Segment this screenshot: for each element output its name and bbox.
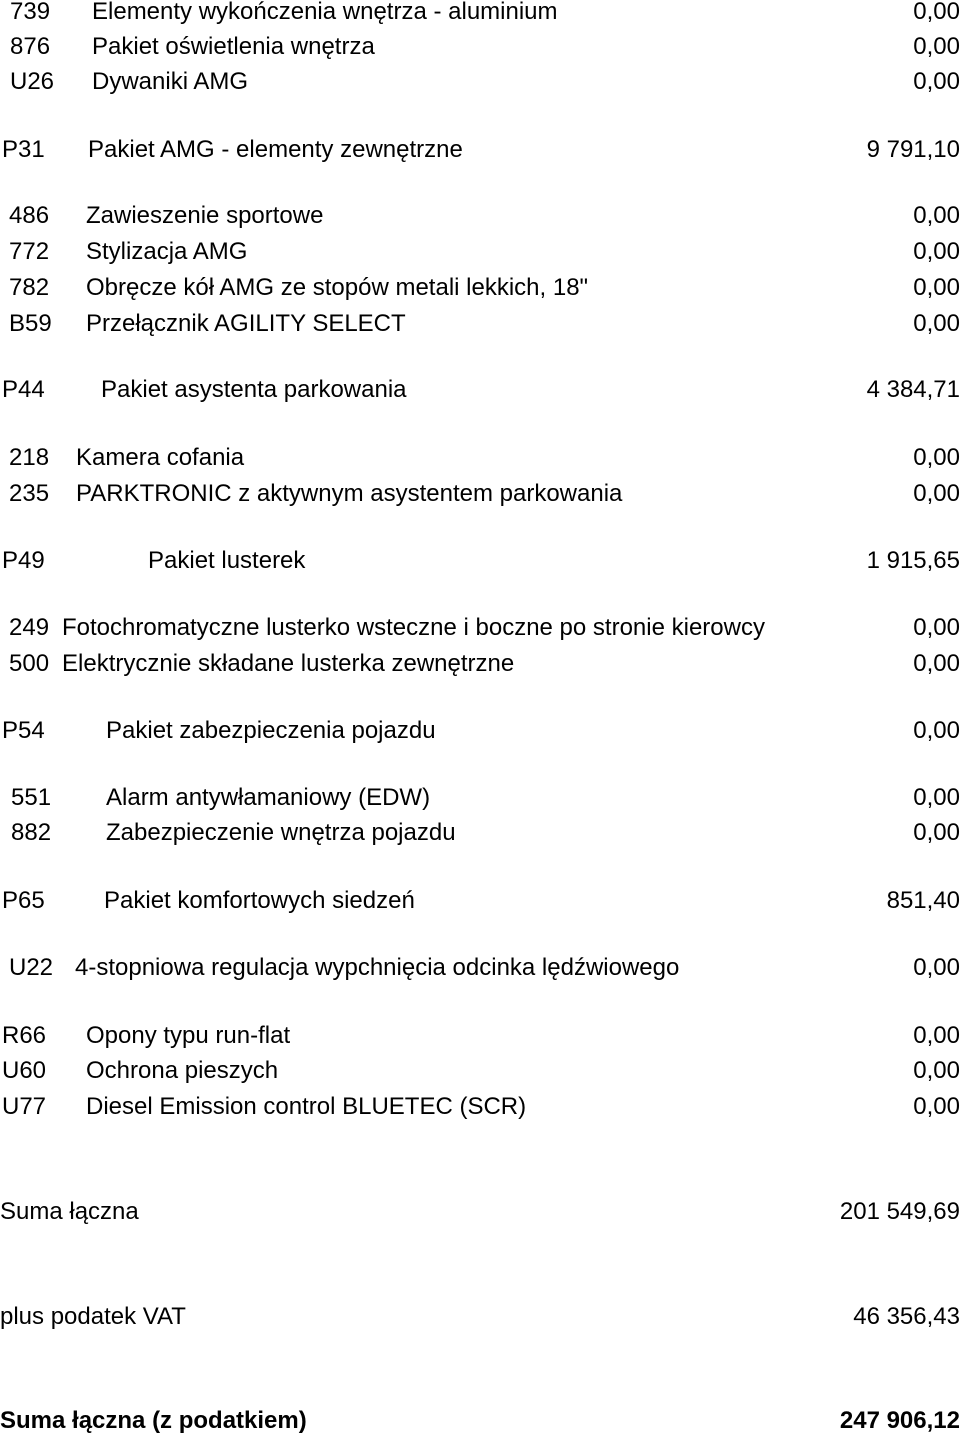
option-code: 739 — [10, 0, 51, 25]
option-code: U22 — [9, 954, 54, 981]
package-row — [0, 886, 960, 916]
table-row — [0, 953, 960, 983]
option-code: 249 — [9, 614, 50, 641]
option-code: 782 — [9, 274, 50, 301]
option-description: Diesel Emission control BLUETEC (SCR) — [86, 1093, 527, 1120]
option-price: 0,00 — [913, 444, 960, 471]
option-code: R66 — [2, 1022, 47, 1049]
package-price: 9 791,10 — [866, 136, 960, 163]
table-row — [0, 479, 960, 509]
option-price: 0,00 — [913, 238, 960, 265]
vat-label: plus podatek VAT — [0, 1303, 186, 1330]
table-row — [0, 0, 960, 27]
option-description: Fotochromatyczne lusterko wsteczne i boczne po stronie kierowcy — [62, 614, 765, 641]
option-description: Obręcze kół AMG ze stopów metali lekkich, 18" — [86, 274, 589, 301]
table-row — [0, 201, 960, 231]
table-row — [0, 1092, 960, 1122]
option-description: PARKTRONIC z aktywnym asystentem parkowania — [76, 480, 623, 507]
option-code: 500 — [9, 650, 50, 677]
total-row — [0, 1197, 960, 1227]
package-code: P49 — [2, 547, 45, 574]
option-description: Opony typu run-flat — [86, 1022, 291, 1049]
package-description: Pakiet lusterek — [148, 547, 306, 574]
table-row — [0, 649, 960, 679]
table-row — [0, 443, 960, 473]
package-price: 851,40 — [886, 887, 960, 914]
table-row — [0, 783, 960, 813]
table-row — [0, 273, 960, 303]
package-row — [0, 135, 960, 165]
package-description: Pakiet zabezpieczenia pojazdu — [106, 717, 436, 744]
package-row — [0, 375, 960, 405]
table-row — [0, 67, 960, 97]
total-label: Suma łączna — [0, 1198, 139, 1225]
total-value: 201 549,69 — [839, 1198, 960, 1225]
vat-value: 46 356,43 — [853, 1303, 960, 1330]
table-row — [0, 309, 960, 339]
option-code: 876 — [10, 33, 51, 60]
option-description: Alarm antywłamaniowy (EDW) — [106, 784, 431, 811]
package-code: P31 — [2, 136, 45, 163]
package-description: Pakiet komfortowych siedzeń — [104, 887, 415, 914]
package-description: Pakiet asystenta parkowania — [101, 376, 407, 403]
option-price: 0,00 — [913, 274, 960, 301]
option-code: 772 — [9, 238, 50, 265]
package-price: 4 384,71 — [866, 376, 960, 403]
gross-total-label: Suma łączna (z podatkiem) — [0, 1407, 307, 1434]
option-price: 0,00 — [913, 614, 960, 641]
option-description: Zabezpieczenie wnętrza pojazdu — [106, 819, 456, 846]
option-description: Stylizacja AMG — [86, 238, 248, 265]
option-description: Ochrona pieszych — [86, 1057, 279, 1084]
option-price: 0,00 — [913, 0, 960, 25]
option-price: 0,00 — [913, 784, 960, 811]
package-row — [0, 546, 960, 576]
option-description: Pakiet oświetlenia wnętrza — [92, 33, 375, 60]
option-price: 0,00 — [913, 33, 960, 60]
option-description: Kamera cofania — [76, 444, 245, 471]
package-price: 0,00 — [913, 717, 960, 744]
option-code: 486 — [9, 202, 50, 229]
table-row — [0, 1056, 960, 1086]
table-row — [0, 32, 960, 62]
option-description: Elementy wykończenia wnętrza - aluminium — [92, 0, 558, 25]
option-price: 0,00 — [913, 68, 960, 95]
option-code: B59 — [9, 310, 52, 337]
table-row — [0, 818, 960, 848]
option-price: 0,00 — [913, 650, 960, 677]
option-price: 0,00 — [913, 819, 960, 846]
package-code: P65 — [2, 887, 45, 914]
option-description: 4-stopniowa regulacja wypchnięcia odcinka lędźwiowego — [75, 954, 680, 981]
option-price: 0,00 — [913, 202, 960, 229]
table-row — [0, 237, 960, 267]
table-row — [0, 613, 960, 643]
option-price: 0,00 — [913, 480, 960, 507]
option-price: 0,00 — [913, 1057, 960, 1084]
package-code: P44 — [2, 376, 45, 403]
gross-total-value: 247 906,12 — [839, 1407, 960, 1434]
option-code: 551 — [11, 784, 52, 811]
option-description: Elektrycznie składane lusterka zewnętrzne — [62, 650, 515, 677]
package-price: 1 915,65 — [866, 547, 960, 574]
table-row — [0, 1021, 960, 1051]
option-code: U26 — [10, 68, 55, 95]
option-code: U77 — [2, 1093, 47, 1120]
vat-row — [0, 1302, 960, 1332]
package-description: Pakiet AMG - elementy zewnętrzne — [88, 136, 463, 163]
option-code: 218 — [9, 444, 50, 471]
option-code: 235 — [9, 480, 50, 507]
option-price: 0,00 — [913, 954, 960, 981]
option-description: Przełącznik AGILITY SELECT — [86, 310, 406, 337]
option-description: Zawieszenie sportowe — [86, 202, 324, 229]
option-code: U60 — [2, 1057, 47, 1084]
gross-total-row — [0, 1406, 960, 1436]
option-price: 0,00 — [913, 310, 960, 337]
package-code: P54 — [2, 717, 45, 744]
option-price: 0,00 — [913, 1093, 960, 1120]
package-row — [0, 716, 960, 746]
option-description: Dywaniki AMG — [92, 68, 249, 95]
option-code: 882 — [11, 819, 52, 846]
option-price: 0,00 — [913, 1022, 960, 1049]
